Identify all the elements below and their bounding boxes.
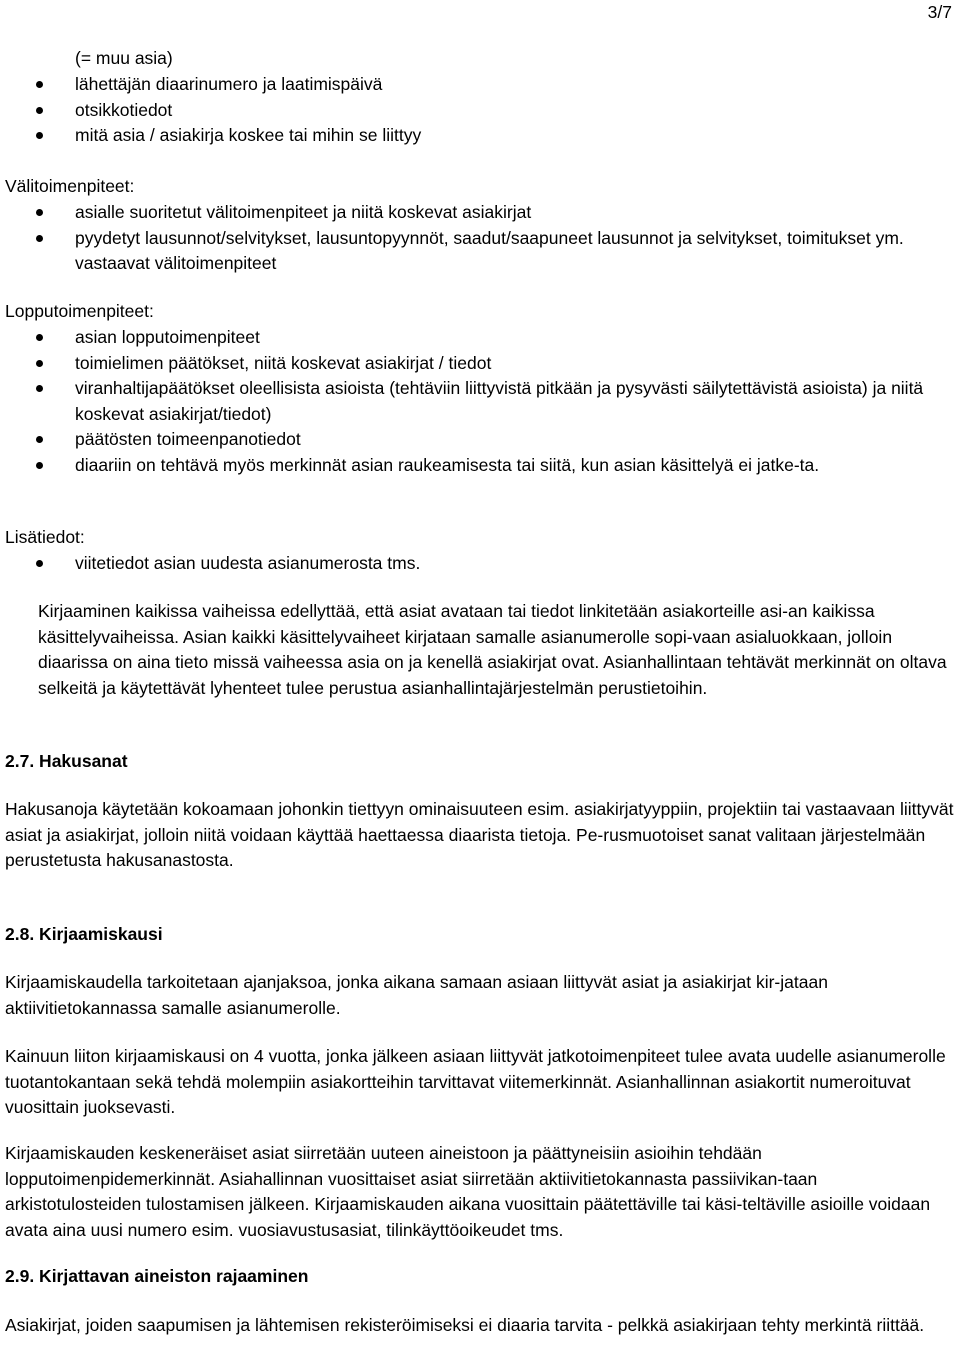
list-item: mitä asia / asiakirja koskee tai mihin se liittyy [0, 123, 955, 149]
intro-first-line: (= muu asia) [75, 48, 173, 68]
section-heading-2-8: 2.8. Kirjaamiskausi [5, 924, 163, 944]
list-item: lähettäjän diaarinumero ja laatimispäivä [0, 72, 955, 98]
list-item: viitetiedot asian uudesta asianumerosta tms. [0, 551, 955, 577]
list-item: asian lopputoimenpiteet [0, 325, 955, 351]
list-item: otsikkotiedot [0, 98, 955, 124]
kirjaamiskausi-paragraph-1: Kirjaamiskaudella tarkoitetaan ajanjaksoa, jonka aikana samaan asiaan liittyvät asiat ja asiakirjat kir-jataan aktiivitietokannassa samalle asianumerolle. [5, 972, 828, 1018]
lisatiedot-label: Lisätiedot: [5, 527, 85, 547]
lisatiedot-bullet-list [0, 551, 955, 577]
section-heading-2-9: 2.9. Kirjattavan aineiston rajaaminen [5, 1266, 309, 1286]
page-number: 3/7 [927, 2, 952, 22]
list-item: toimielimen päätökset, niitä koskevat asiakirjat / tiedot [0, 351, 955, 377]
valitoimenpiteet-bullet-list [0, 200, 955, 277]
list-item: diaariin on tehtävä myös merkinnät asian raukeamisesta tai siitä, kun asian käsittelyä ei jatke-ta. [0, 453, 945, 479]
rajaaminen-paragraph: Asiakirjat, joiden saapumisen ja lähtemisen rekisteröimiseksi ei diaaria tarvita - pelkkä asiakirjaan tehty merkintä riittää. [5, 1315, 925, 1335]
kirjaamiskausi-paragraph-3: Kirjaamiskauden keskeneräiset asiat siirretään uuteen aineistoon ja päättyneisiin asioihin tehdään lopputoimenpidemerkinnät. Asiahallinnan vuosittaiset asiat siirretään aktiivitietokannasta passiivikan-taan arkistotulosteiden tulostamisen jälkeen. Kirjaamiskauden aikana vuosittain päätettäville tai käsi-teltäville asioille voidaan avata aina uusi numero esim. vuosiavustusasiat, tilinkäyttöoikeudet tms. [5, 1143, 931, 1240]
list-item: asialle suoritetut välitoimenpiteet ja niitä koskevat asiakirjat [0, 200, 955, 226]
intro-bullet-list [0, 72, 955, 149]
list-item: pyydetyt lausunnot/selvitykset, lausuntopyynnöt, saadut/saapuneet lausunnot ja selvitykset, toimitukset ym. vastaavat välitoimenpiteet [0, 226, 935, 277]
list-item: päätösten toimeenpanotiedot [0, 427, 955, 453]
valitoimenpiteet-label: Välitoimenpiteet: [5, 176, 135, 196]
list-item: viranhaltijapäätökset oleellisista asioista (tehtäviin liittyvistä pitkään ja pysyvästi säilytettävistä asioista) ja niitä koskevat asiakirjat/tiedot) [0, 376, 955, 427]
hakusanat-paragraph: Hakusanoja käytetään kokoamaan johonkin tiettyyn ominaisuuteen esim. asiakirjatyyppiin, projektiin tai vastaavaan liittyvät asiat ja asiakirjat, jolloin niitä voidaan käyttää haettaessa diaarista tietoja. Pe-rusmuotoiset sanat valitaan järjestelmään perustetusta hakusanastosta. [5, 799, 954, 870]
kirjaamiskausi-paragraph-2: Kainuun liiton kirjaamiskausi on 4 vuotta, jonka jälkeen asiaan liittyvät jatkotoimenpiteet tulee avata uudelle asianumerolle tuotantokantaan sekä tehdä molempiin asiakortteihin tarvittavat viitemerkinnät. Asianhallinnan asiakortit numeroituvat vuosittain juoksevasti. [5, 1046, 946, 1117]
lopputoimenpiteet-label: Lopputoimenpiteet: [5, 301, 154, 321]
kirjaaminen-paragraph: Kirjaaminen kaikissa vaiheissa edellyttää, että asiat avataan tai tiedot linkitetään asiakorteille asi-an kaikissa käsittelyvaiheissa. Asian kaikki käsittelyvaiheet kirjataan samalle asianumerolle sopi-vaan asialuokkaan, jolloin diaarissa on aina tieto missä vaiheessa asia on ja kenellä asiakirjat ovat. Asianhallintaan tehtävät merkinnät on oltava selkeitä ja käytettävät lyhenteet tulee perustua asianhallintajärjestelmän perustietoihin. [38, 601, 947, 698]
lopputoimenpiteet-bullet-list [0, 325, 955, 478]
section-heading-2-7: 2.7. Hakusanat [5, 751, 128, 771]
